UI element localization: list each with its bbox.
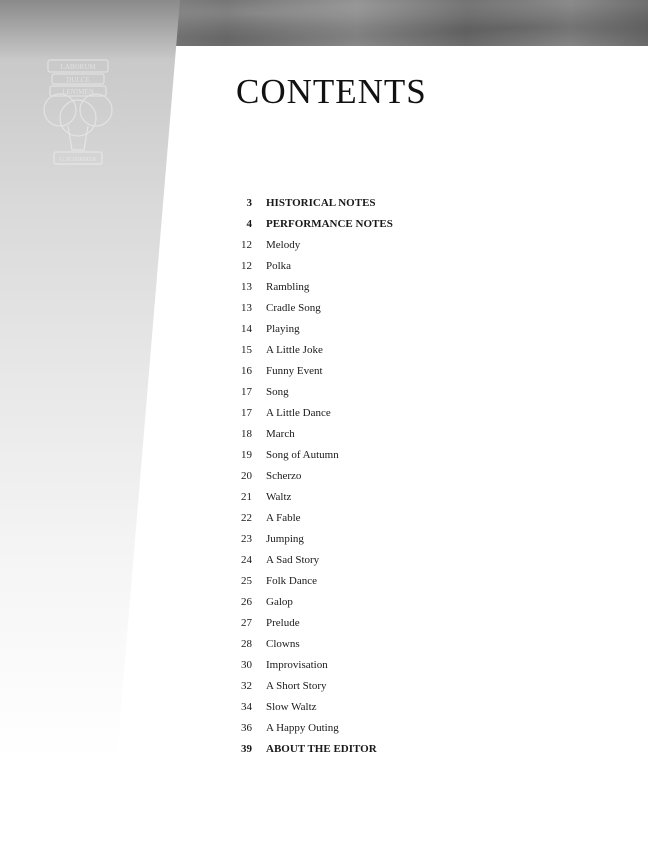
toc-entry[interactable]	[222, 528, 552, 549]
seal-text-laborum: LABORUM	[60, 63, 96, 71]
toc-page-number: 19	[241, 448, 252, 461]
toc-page-number: 17	[241, 385, 252, 398]
toc-entry[interactable]	[222, 486, 552, 507]
toc-entry-title: PERFORMANCE NOTES	[266, 217, 393, 230]
toc-entry[interactable]	[222, 318, 552, 339]
toc-page-number: 12	[241, 259, 252, 272]
toc-page-number: 15	[241, 343, 252, 356]
toc-page-number: 12	[241, 238, 252, 251]
seal-text-lenimen: LENIMEN	[62, 88, 94, 96]
toc-entry[interactable]	[222, 381, 552, 402]
toc-entry[interactable]	[222, 633, 552, 654]
toc-entry[interactable]	[222, 339, 552, 360]
publisher-seal-logo	[38, 56, 118, 168]
toc-page-number: 39	[241, 742, 252, 755]
toc-entry[interactable]	[222, 213, 552, 234]
toc-entry-title: Prelude	[266, 616, 300, 629]
toc-entry-title: A Fable	[266, 511, 301, 524]
toc-page-number: 28	[241, 637, 252, 650]
seal-text-publisher: G.SCHIRMER	[59, 157, 97, 163]
toc-entry[interactable]	[222, 717, 552, 738]
toc-entry-title: Jumping	[266, 532, 304, 545]
toc-page-number: 23	[241, 532, 252, 545]
toc-entry[interactable]	[222, 297, 552, 318]
toc-page-number: 30	[241, 658, 252, 671]
toc-entry-title: Slow Waltz	[266, 700, 317, 713]
toc-entry-title: Rambling	[266, 280, 310, 293]
toc-entry[interactable]	[222, 696, 552, 717]
toc-entry-title: Playing	[266, 322, 300, 335]
toc-entry-title: Scherzo	[266, 469, 302, 482]
toc-page-number: 16	[241, 364, 252, 377]
toc-page-number: 13	[241, 280, 252, 293]
toc-entry-title: A Happy Outing	[266, 721, 339, 734]
toc-entry[interactable]	[222, 234, 552, 255]
toc-page-number: 4	[246, 217, 252, 230]
toc-entry-title: Waltz	[266, 490, 292, 503]
toc-entry[interactable]	[222, 738, 552, 759]
toc-page-number: 21	[241, 490, 252, 503]
toc-entry[interactable]	[222, 276, 552, 297]
toc-entry-title: ABOUT THE EDITOR	[266, 742, 377, 755]
toc-page-number: 32	[241, 679, 252, 692]
toc-entry-title: Cradle Song	[266, 301, 321, 314]
toc-entry[interactable]	[222, 255, 552, 276]
toc-entry[interactable]	[222, 444, 552, 465]
toc-entry[interactable]	[222, 192, 552, 213]
toc-page-number: 36	[241, 721, 252, 734]
toc-entry-title: Galop	[266, 595, 293, 608]
toc-entry[interactable]	[222, 402, 552, 423]
toc-page-number: 18	[241, 427, 252, 440]
toc-entry-title: A Little Joke	[266, 343, 323, 356]
toc-entry-title: March	[266, 427, 295, 440]
toc-page-number: 25	[241, 574, 252, 587]
toc-entry-title: Improvisation	[266, 658, 328, 671]
toc-page-number: 20	[241, 469, 252, 482]
toc-entry[interactable]	[222, 507, 552, 528]
toc-entry-title: Song of Autumn	[266, 448, 339, 461]
toc-entry[interactable]	[222, 570, 552, 591]
toc-page-number: 26	[241, 595, 252, 608]
toc-entry-title: A Short Story	[266, 679, 327, 692]
toc-page-number: 3	[246, 196, 252, 209]
toc-entry-title: Song	[266, 385, 289, 398]
toc-entry-title: Melody	[266, 238, 301, 251]
page-title: CONTENTS	[236, 72, 427, 111]
toc-entry[interactable]	[222, 360, 552, 381]
toc-entry-title: Funny Event	[266, 364, 323, 377]
toc-entry[interactable]	[222, 423, 552, 444]
toc-page-number: 14	[241, 322, 252, 335]
toc-entry[interactable]	[222, 549, 552, 570]
toc-entry-title: Clowns	[266, 637, 300, 650]
toc-entry[interactable]	[222, 654, 552, 675]
toc-entry-title: Polka	[266, 259, 292, 272]
toc-page-number: 34	[241, 700, 252, 713]
toc-page-number: 13	[241, 301, 252, 314]
toc-entry-title: HISTORICAL NOTES	[266, 196, 376, 209]
toc-entry-title: Folk Dance	[266, 574, 318, 587]
toc-page-number: 24	[241, 553, 252, 566]
toc-entry[interactable]	[222, 465, 552, 486]
table-of-contents	[222, 192, 552, 759]
toc-entry[interactable]	[222, 612, 552, 633]
toc-entry[interactable]	[222, 675, 552, 696]
toc-page-number: 27	[241, 616, 252, 629]
toc-page-number: 17	[241, 406, 252, 419]
toc-entry-title: A Little Dance	[266, 406, 331, 419]
toc-page-number: 22	[241, 511, 252, 524]
seal-text-dulce: DULCE	[66, 76, 90, 84]
toc-entry-title: A Sad Story	[266, 553, 320, 566]
toc-entry[interactable]	[222, 591, 552, 612]
